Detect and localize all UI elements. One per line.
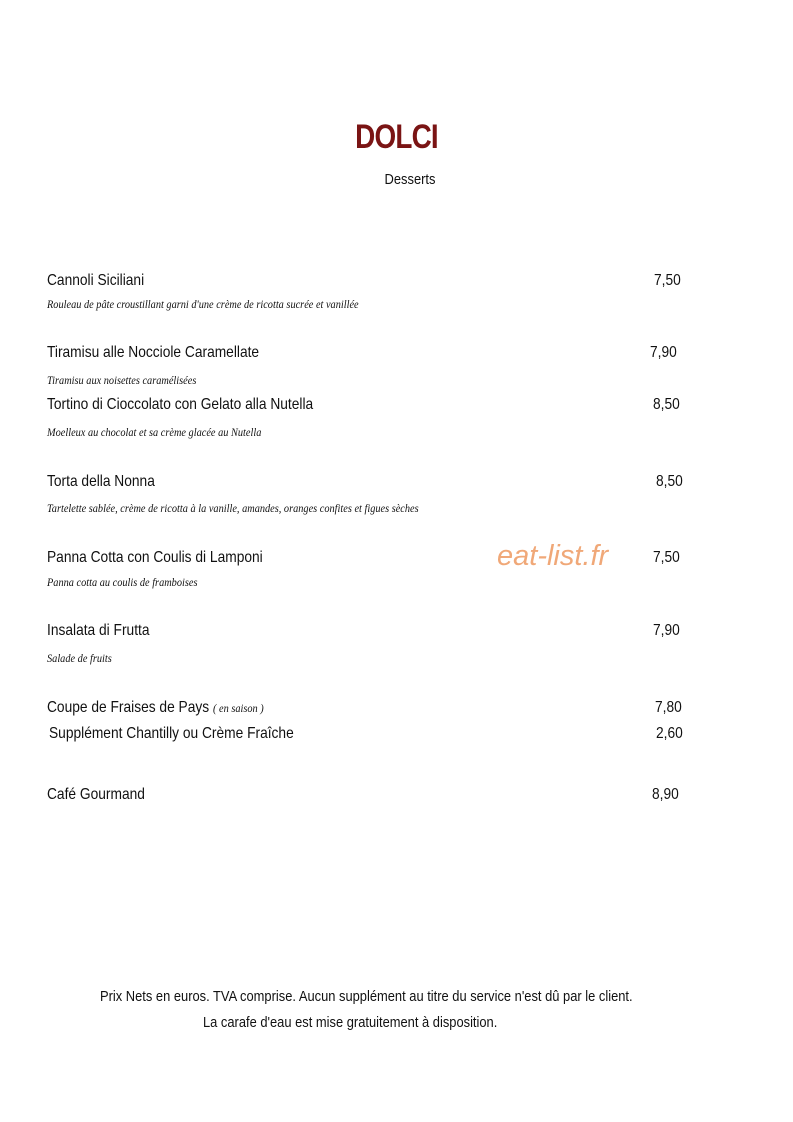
item-desc-tortino: Moelleux au chocolat et sa crème glacée au Nutella: [47, 425, 262, 439]
item-desc-torta-nonna: Tartelette sablée, crème de ricotta à la vanille, amandes, oranges confites et figues sèches: [47, 501, 419, 515]
item-price-coupe-fraises: 7,80: [655, 699, 682, 716]
item-name-tortino: Tortino di Cioccolato con Gelato alla Nutella: [47, 396, 314, 413]
watermark-text: eat-list.fr: [497, 540, 609, 572]
footer-line-1: Prix Nets en euros. TVA comprise. Aucun supplément au titre du service n'est dû par le client.: [100, 988, 633, 1005]
page-subtitle: Desserts: [384, 171, 436, 188]
item-name-cannoli: Cannoli Siciliani: [47, 272, 145, 289]
item-desc-tiramisu: Tiramisu aux noisettes caramélisées: [47, 373, 197, 387]
item-note-en-saison: ( en saison ): [212, 701, 264, 715]
item-name-coupe-fraises: [47, 699, 264, 717]
item-price-torta-nonna: 8,50: [656, 473, 683, 490]
item-name-coupe-fraises-label: Coupe de Fraises de Pays: [47, 699, 210, 716]
item-desc-cannoli: Rouleau de pâte croustillant garni d'une crème de ricotta sucrée et vanillée: [47, 297, 359, 311]
item-price-panna-cotta: 7,50: [653, 549, 680, 566]
item-price-tiramisu: 7,90: [650, 344, 677, 361]
item-desc-panna-cotta: Panna cotta au coulis de framboises: [47, 575, 198, 589]
item-name-panna-cotta: Panna Cotta con Coulis di Lamponi: [47, 549, 263, 566]
item-price-insalata: 7,90: [653, 622, 680, 639]
item-name-torta-nonna: Torta della Nonna: [47, 473, 155, 490]
item-name-supplement: Supplément Chantilly ou Crème Fraîche: [49, 725, 294, 742]
page-title: DOLCI: [355, 118, 438, 156]
footer-line-2: La carafe d'eau est mise gratuitement à disposition.: [203, 1014, 498, 1031]
item-price-cafe-gourmand: 8,90: [652, 786, 679, 803]
item-price-supplement: 2,60: [656, 725, 683, 742]
item-name-tiramisu: Tiramisu alle Nocciole Caramellate: [47, 344, 260, 361]
item-price-cannoli: 7,50: [654, 272, 681, 289]
item-name-cafe-gourmand: Café Gourmand: [47, 786, 145, 803]
item-name-insalata: Insalata di Frutta: [47, 622, 150, 639]
item-desc-insalata: Salade de fruits: [47, 651, 112, 665]
item-price-tortino: 8,50: [653, 396, 680, 413]
